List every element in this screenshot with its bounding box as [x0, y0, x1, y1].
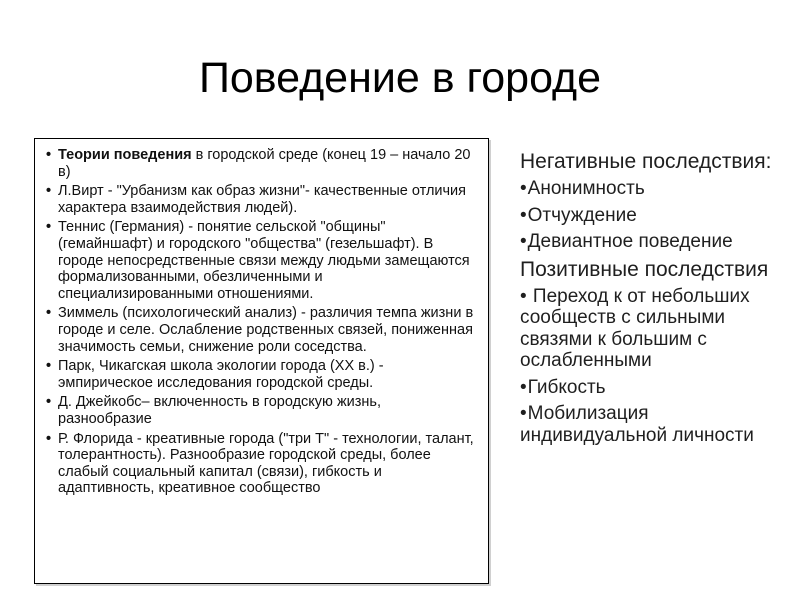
- negative-list: [520, 178, 792, 253]
- list-item: [45, 183, 474, 216]
- positive-item: [520, 286, 792, 372]
- bullet-icon: •: [520, 285, 527, 307]
- negative-heading: Негативные последствия:: [520, 150, 772, 173]
- negative-item-text: Анонимность: [527, 178, 645, 199]
- positive-item-text: Переход к от небольших сообществ с сильными связями к большим с ослабленными: [520, 285, 750, 371]
- list-item: [45, 358, 474, 391]
- negative-item-text: Девиантное поведение: [527, 231, 733, 252]
- positive-item-text: Гибкость: [527, 376, 606, 398]
- list-item: [45, 147, 474, 180]
- negative-item: [520, 178, 792, 200]
- list-item-text: Д. Джейкобс– включенность в городскую жизнь, разнообразие: [58, 394, 382, 427]
- list-item: [45, 431, 474, 497]
- positive-heading: Позитивные последствия: [520, 257, 769, 281]
- theories-list: [45, 147, 474, 497]
- list-item: [45, 394, 474, 427]
- bullet-icon: •: [520, 403, 527, 424]
- positive-item: [520, 403, 792, 446]
- list-item-text: Л.Вирт - "Урбанизм как образ жизни"- качественные отличия характера взаимодействия людей).: [58, 183, 467, 216]
- negative-item-text: Отчуждение: [527, 204, 637, 226]
- positive-item: [520, 377, 792, 399]
- bullet-icon: •: [520, 204, 527, 226]
- list-item-text: Парк, Чикагская школа экологии города (XX в.) - эмпирическое исследования городской среды.: [58, 358, 384, 391]
- list-item: [45, 305, 474, 355]
- list-item-text: Зиммель (психологический анализ) - различия темпа жизни в городе и селе. Ослабление родственных связей, пониженная значимость семьи, снижение роли соседства.: [58, 305, 474, 355]
- negative-item: [520, 231, 792, 253]
- bullet-icon: •: [520, 376, 527, 398]
- consequences-column: [520, 150, 792, 451]
- positive-item-text: Мобилизация индивидуальной личности: [520, 403, 754, 446]
- bullet-icon: •: [520, 178, 527, 199]
- list-item: [45, 219, 474, 302]
- page-title: Поведение в городе: [198, 54, 602, 102]
- list-item-text: Р. Флорида - креативные города ("три Т" - технологии, талант, толерантность). Разнообразие городской среды, более слабый социальный капитал (связи), гибкость и адаптивность, креативное сообщество: [58, 430, 474, 497]
- list-item-text: Теннис (Германия) - понятие сельской "общины" (гемайншафт) и городского "общества" (гезельшафт). В городе непосредственные связи между людьми замещаются формализованными, обезличенными и специализированными отношениями.: [58, 219, 470, 302]
- bullet-icon: •: [520, 231, 527, 252]
- positive-list: [520, 286, 792, 447]
- list-item-bold: Теории поведения: [58, 147, 192, 163]
- negative-item: [520, 205, 792, 227]
- list-item-text: в городской среде (конец 19 – начало 20 в): [58, 147, 471, 180]
- theories-box: [34, 138, 489, 584]
